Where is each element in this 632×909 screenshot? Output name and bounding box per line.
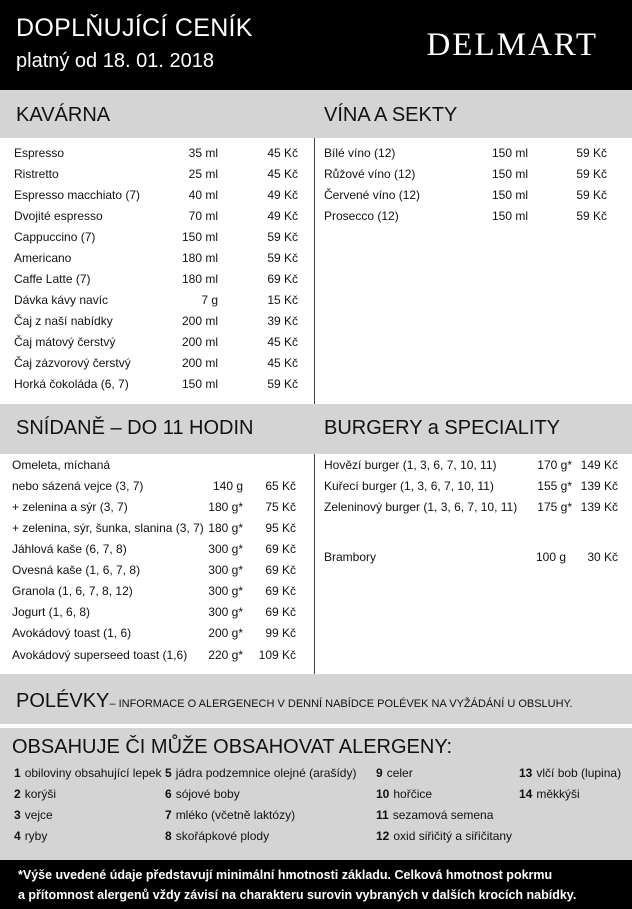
menu-item: Avokádový toast (1, 6) 200 g* 99 Kč: [12, 626, 296, 640]
menu-item: Horká čokoláda (6, 7) 150 ml 59 Kč: [14, 377, 298, 391]
allergen-item: 10 hořčice: [376, 787, 433, 801]
footer-line-2: a přítomnost alergenů vždy závisí na charakteru surovin vybraných v dalších krocích nabídky.: [18, 888, 577, 902]
footer-line-1: *Výše uvedené údaje představují minimální hmotnosti základu. Celková hmotnost pokrmu: [18, 868, 553, 882]
allergen-item: 8 skořápkové plody: [165, 829, 270, 843]
kavarna-title: KAVÁRNA: [16, 104, 111, 126]
menu-item: Jogurt (1, 6, 8) 300 g* 69 Kč: [12, 605, 296, 619]
column-divider: [314, 138, 315, 404]
allergen-item: 2 korýši: [14, 787, 57, 801]
allergen-item: 6 sójové boby: [165, 787, 240, 801]
menu-item: Růžové víno (12) 150 ml 59 Kč: [324, 167, 607, 181]
menu-item: Americano 180 ml 59 Kč: [14, 251, 298, 265]
allergen-item: 11 sezamová semena: [376, 808, 494, 822]
page-title: DOPLŇUJÍCÍ CENÍK: [16, 14, 253, 42]
menu-item: Dvojité espresso 70 ml 49 Kč: [14, 209, 298, 223]
column-divider: [314, 454, 315, 674]
menu-item: Prosecco (12) 150 ml 59 Kč: [324, 209, 607, 223]
menu-item: Zeleninový burger (1, 3, 6, 7, 10, 11) 175 g* 139 Kč: [324, 500, 618, 514]
allergen-item: 4 ryby: [14, 829, 48, 843]
menu-item: Caffe Latte (7) 180 ml 69 Kč: [14, 272, 298, 286]
menu-item: Granola (1, 6, 7, 8, 12) 300 g* 69 Kč: [12, 584, 296, 598]
allergen-item: 12 oxid siřičitý a siřičitany: [376, 829, 513, 843]
menu-item: Ovesná kaše (1, 6, 7, 8) 300 g* 69 Kč: [12, 563, 296, 577]
snidane-title: SNÍDANĚ – DO 11 HODIN: [16, 417, 254, 439]
menu-item: + zelenina a sýr (3, 7) 180 g* 75 Kč: [12, 500, 296, 514]
polevky-title: POLÉVKY: [16, 690, 110, 712]
alergeny-title: OBSAHUJE ČI MŮŽE OBSAHOVAT ALERGENY:: [12, 736, 453, 758]
menu-item: Jáhlová kaše (6, 7, 8) 300 g* 69 Kč: [12, 542, 296, 556]
allergen-item: 9 celer: [376, 766, 413, 780]
menu-item: Bílé víno (12) 150 ml 59 Kč: [324, 146, 607, 160]
polevky-note: – INFORMACE O ALERGENECH V DENNÍ NABÍDCE POLÉVEK NA VYŽÁDÁNÍ U OBSLUHY.: [109, 698, 573, 710]
menu-item: Espresso macchiato (7) 40 ml 49 Kč: [14, 188, 298, 202]
footer-note: [0, 860, 632, 909]
menu-item: Kuřecí burger (1, 3, 6, 7, 10, 11) 155 g* 139 Kč: [324, 479, 618, 493]
menu-item: Dávka kávy navíc 7 g 15 Kč: [14, 293, 298, 307]
menu-item: Červené víno (12) 150 ml 59 Kč: [324, 188, 607, 202]
menu-item: Čaj z naší nabídky 200 ml 39 Kč: [14, 314, 298, 328]
menu-item: Ristretto 25 ml 45 Kč: [14, 167, 298, 181]
menu-item: Espresso 35 ml 45 Kč: [14, 146, 298, 160]
header-bar: [0, 0, 632, 90]
menu-item: Omeleta, míchaná: [12, 458, 111, 472]
menu-item: Čaj zázvorový čerstvý 200 ml 45 Kč: [14, 356, 298, 370]
menu-item: Avokádový superseed toast (1,6) 220 g* 109 Kč: [12, 648, 296, 662]
polevky-heading: [16, 690, 573, 713]
allergen-item: 7 mléko (včetně laktózy): [165, 808, 296, 822]
allergen-item: 5 jádra podzemnice olejné (arašídy): [165, 766, 357, 780]
menu-item: Hovězí burger (1, 3, 6, 7, 10, 11) 170 g* 149 Kč: [324, 458, 618, 472]
menu-item: Čaj mátový čerstvý 200 ml 45 Kč: [14, 335, 298, 349]
menu-item: Cappuccino (7) 150 ml 59 Kč: [14, 230, 298, 244]
allergen-item: 13 vlčí bob (lupina): [519, 766, 622, 780]
vina-title: VÍNA A SEKTY: [324, 104, 458, 126]
valid-from: platný od 18. 01. 2018: [16, 50, 214, 72]
allergen-item: 3 vejce: [14, 808, 53, 822]
allergen-item: 1 obiloviny obsahující lepek: [14, 766, 162, 780]
delmart-logo: DELMART: [426, 27, 598, 63]
menu-item: Brambory 100 g 30 Kč: [324, 550, 618, 564]
burgery-title: BURGERY a SPECIALITY: [324, 417, 561, 439]
allergen-item: 14 měkkýši: [519, 787, 580, 801]
menu-item: nebo sázená vejce (3, 7) 140 g 65 Kč: [12, 479, 296, 493]
menu-item: + zelenina, sýr, šunka, slanina (3, 7) 180 g* 95 Kč: [12, 521, 296, 535]
